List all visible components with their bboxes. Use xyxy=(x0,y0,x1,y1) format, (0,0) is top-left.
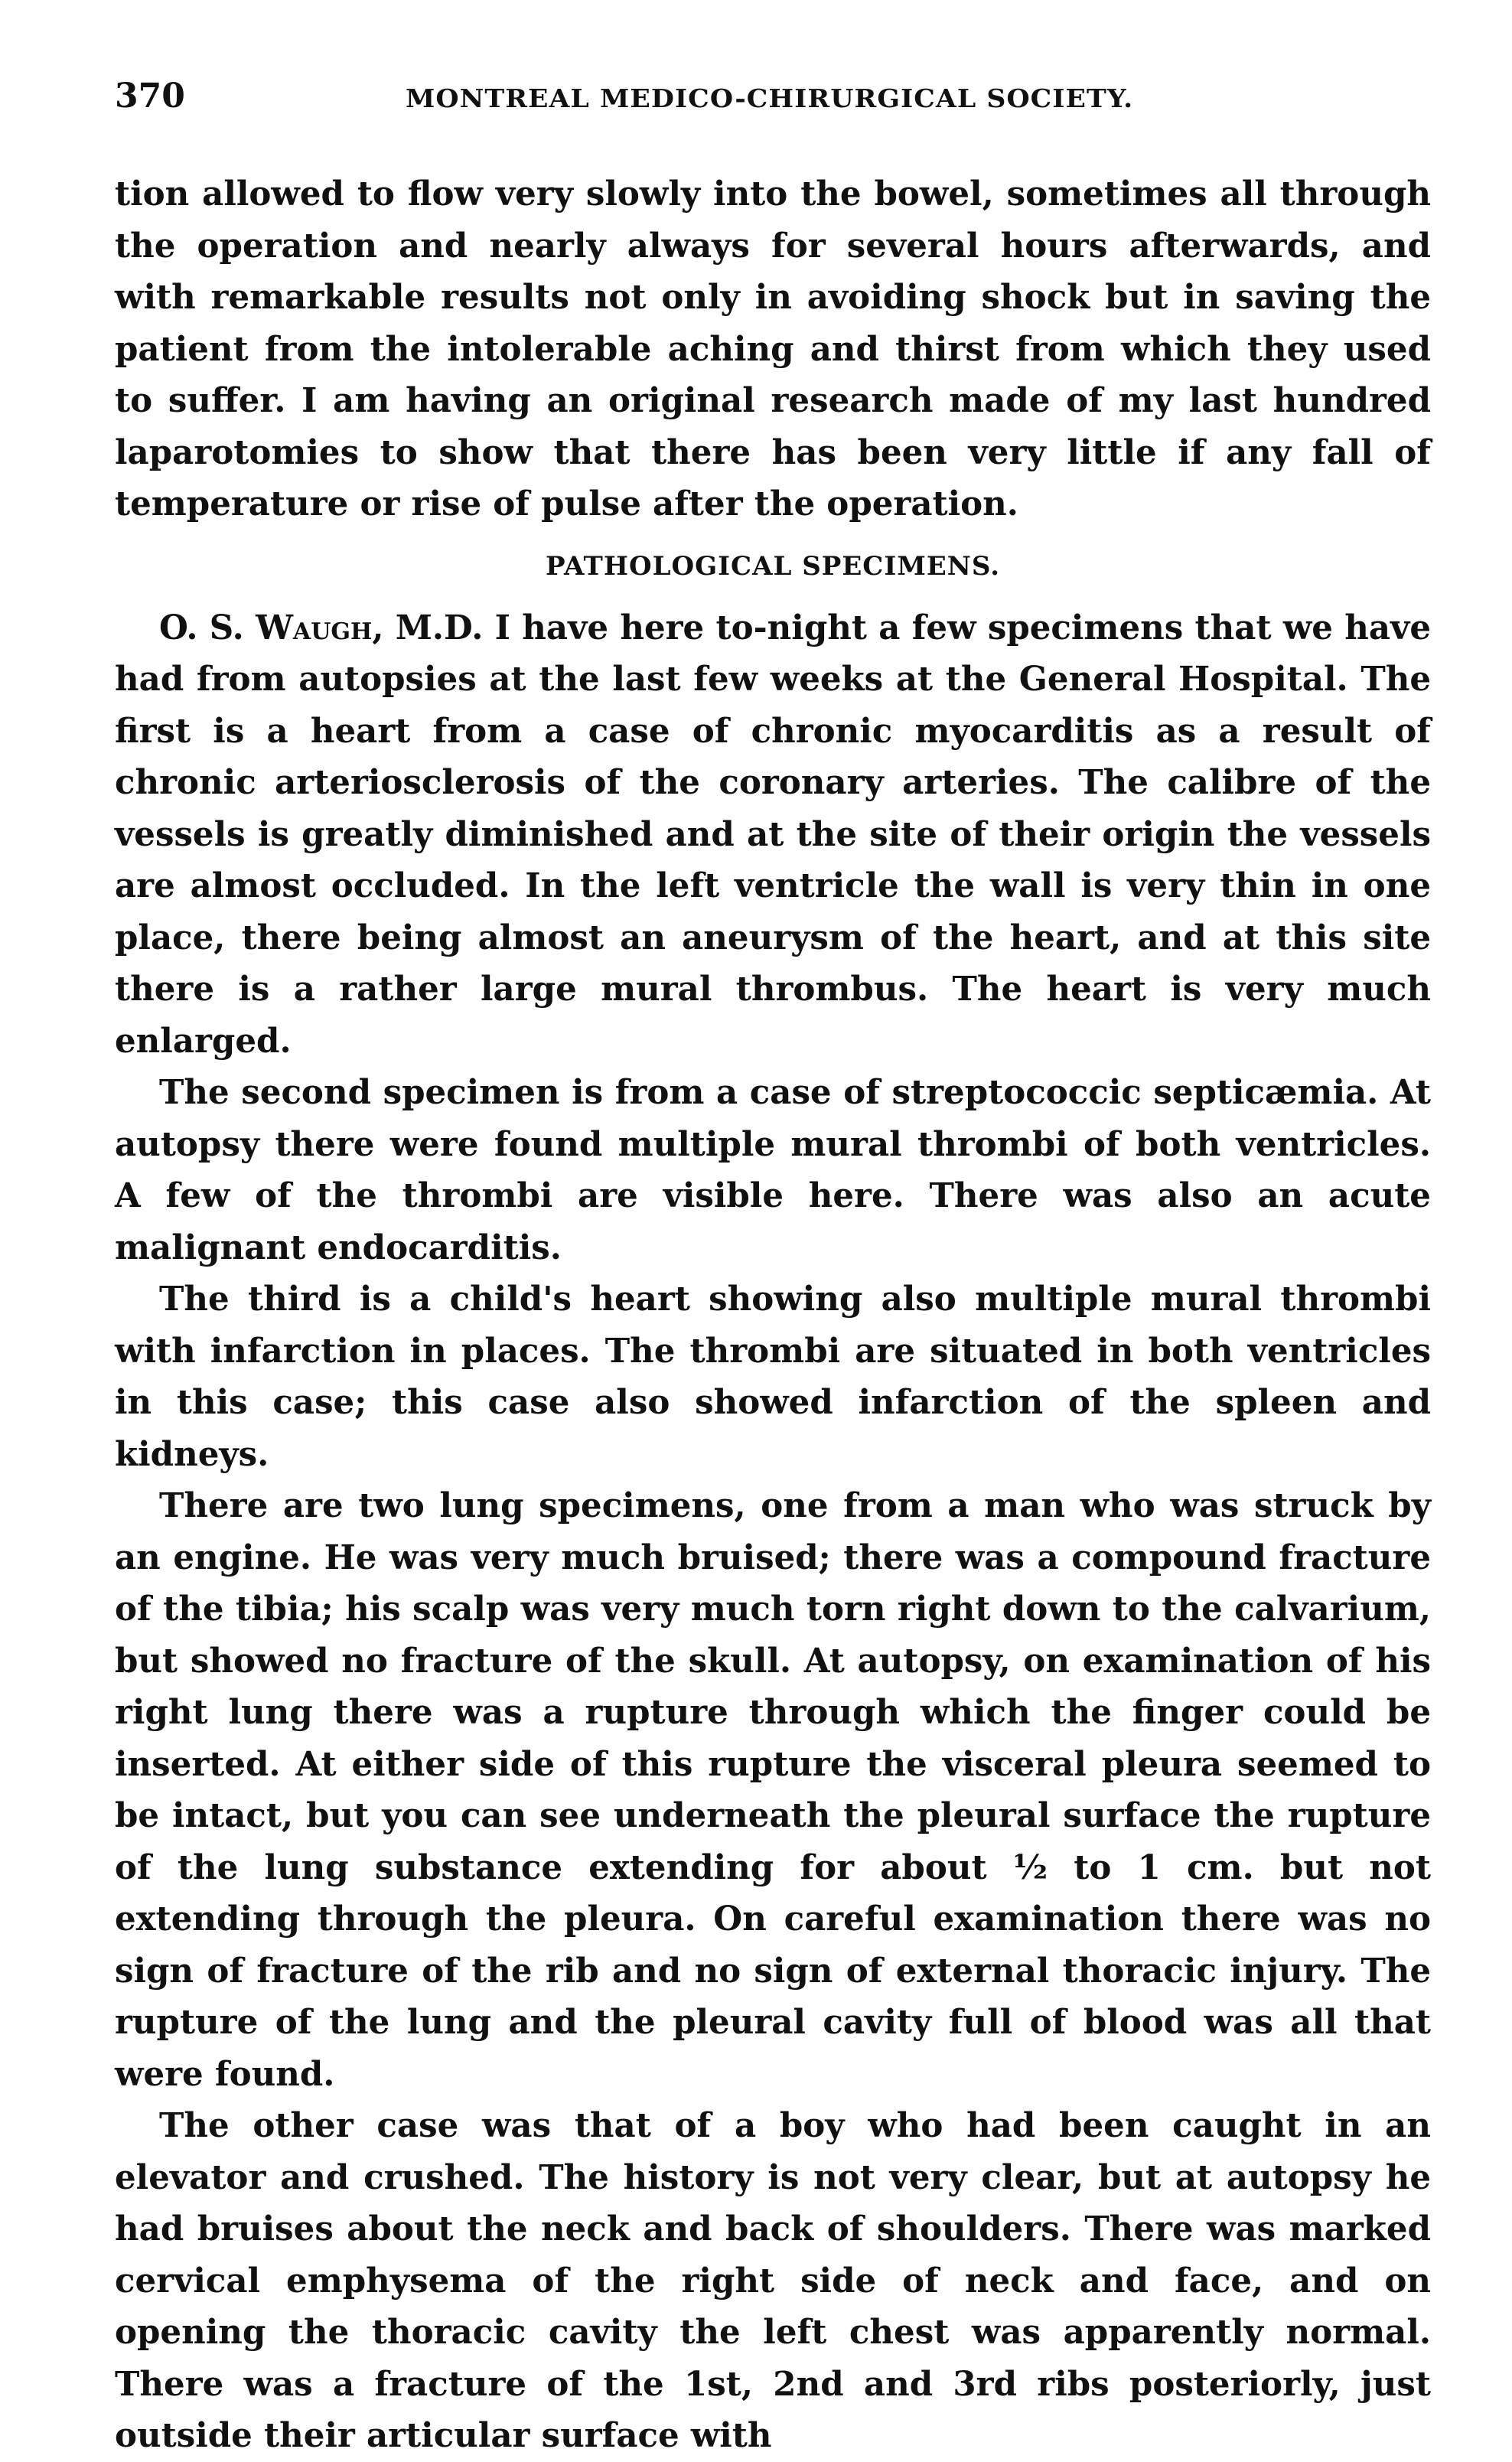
author-name: O. S. Waugh, M.D. xyxy=(159,608,484,647)
paragraph-waugh xyxy=(115,602,1431,1068)
section-heading: PATHOLOGICAL SPECIMENS. xyxy=(545,550,1001,582)
document-page xyxy=(115,77,1431,2462)
paragraph-elevator-case: The other case was that of a boy who had been caught in an elevator and crushed. The history is not very clear, but at autopsy he had bruises about the neck and back of shoulders. There was marked cervical emphysema of the right side of neck and face, and on opening the thoracic cavity the left chest was apparently normal. There was a fracture of the 1st, 2nd and 3rd ribs posteriorly, just outside their articular surface with xyxy=(115,2106,1431,2455)
paragraph-third-specimen: The third is a child's heart showing also multiple mural thrombi with infarction in places. The thrombi are situated in both ventricles in this case; this case also showed infarction of the spleen and kidneys. xyxy=(115,1280,1431,1474)
paragraph-text: I have here to-night a few specimens that we have had from autopsies at the last few weeks at the General Hospital. The first is a heart from a case of chronic myocarditis as a result of chronic arteriosclerosis of the coronary arteries. The calibre of the vessels is greatly diminished and at the site of their origin the vessels are almost occluded. In the left ventricle the wall is very thin in one place, there being almost an aneurysm of the heart, and at this site there is a rather large mural thrombus. The heart is very much enlarged. xyxy=(115,608,1431,1061)
paragraph-second-specimen: The second specimen is from a case of streptococcic septicæmia. At autopsy there were found multiple mural thrombi of both ventricles. A few of the thrombi are visible here. There was also an acute malignant endocarditis. xyxy=(115,1073,1431,1267)
paragraph-lung-specimens: There are two lung specimens, one from a man who was struck by an engine. He was very much bruised; there was a compound fracture of the tibia; his scalp was very much torn right down to the calvarium, but showed no fracture of the skull. At autopsy, on examination of his right lung there was a rupture through which the finger could be inserted. At either side of this rupture the visceral pleura seemed to be intact, but you can see underneath the pleural surface the rupture of the lung substance extending for about ½ to 1 cm. but not extending through the pleura. On careful examination there was no sign of fracture of the rib and no sign of external thoracic injury. The rupture of the lung and the pleural cavity full of blood was all that were found. xyxy=(115,1486,1431,2094)
page-number: 370 xyxy=(115,77,185,116)
running-header xyxy=(115,77,1431,130)
paragraph-continuation: tion allowed to flow very slowly into the bowel, sometimes all through the operation and nearly always for several hours afterwards, and with remarkable results not only in avoiding shock but in saving the patient from the intolerable aching and thirst from which they used to suffer. I am having an original research made of my last hundred laparotomies to show that there has been very little if any fall of temperature or rise of pulse after the operation. xyxy=(115,174,1431,523)
running-title: MONTREAL MEDICO-CHIRURGICAL SOCIETY. xyxy=(406,83,1134,113)
